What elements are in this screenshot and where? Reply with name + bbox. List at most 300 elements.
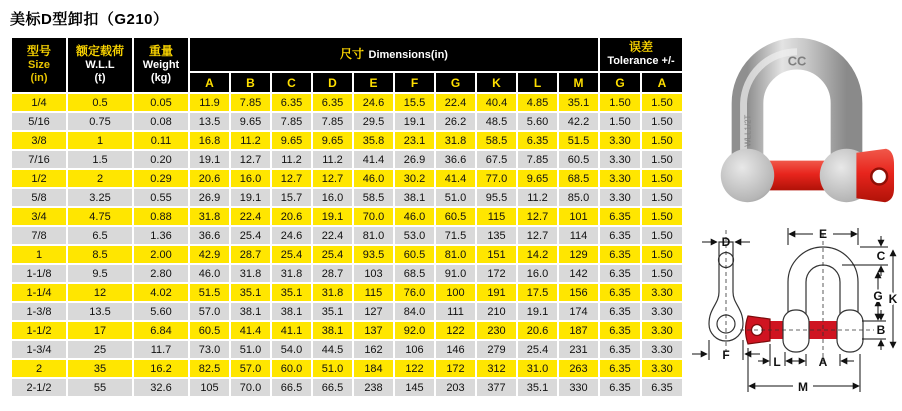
- cell-value: 100: [436, 284, 475, 301]
- cell-value: 6.35: [600, 341, 640, 358]
- cell-value: 6.84: [134, 322, 188, 339]
- cell-value: 57.0: [190, 303, 229, 320]
- col-header-l: L: [518, 73, 557, 92]
- cell-size: 7/16: [12, 151, 66, 168]
- dim-label-a: A: [818, 355, 828, 369]
- cell-value: 13.5: [68, 303, 132, 320]
- cell-value: 5.60: [134, 303, 188, 320]
- cell-value: 3.30: [600, 189, 640, 206]
- cell-value: 54.0: [272, 341, 311, 358]
- cell-value: 3.30: [600, 132, 640, 149]
- cell-size: 1-3/4: [12, 341, 66, 358]
- cell-size: 5/16: [12, 113, 66, 130]
- cell-value: 25.4: [272, 246, 311, 263]
- cell-value: 16.0: [518, 265, 557, 282]
- table-row: [12, 284, 682, 301]
- cell-value: 142: [559, 265, 598, 282]
- table-row: [12, 132, 682, 149]
- cell-value: 330: [559, 379, 598, 396]
- header-wll-zh: 额定载荷: [75, 44, 124, 59]
- front-eye-left: [783, 310, 809, 352]
- cell-value: 51.5: [559, 132, 598, 149]
- table-row: [12, 94, 682, 111]
- cell-value: 11.2: [231, 132, 270, 149]
- cell-value: 67.5: [477, 151, 516, 168]
- cell-value: 31.8: [272, 265, 311, 282]
- table-row: [12, 360, 682, 377]
- cell-value: 85.0: [559, 189, 598, 206]
- cell-value: 60.5: [395, 246, 434, 263]
- cell-value: 17.5: [518, 284, 557, 301]
- cell-value: 7.85: [231, 94, 270, 111]
- cell-value: 53.0: [395, 227, 434, 244]
- cell-value: 101: [559, 208, 598, 225]
- cell-value: 16.8: [190, 132, 229, 149]
- cell-value: 31.8: [313, 284, 352, 301]
- header-weight: [134, 38, 188, 92]
- cell-value: 115: [477, 208, 516, 225]
- cell-value: 9.5: [68, 265, 132, 282]
- header-tolerance: [600, 38, 682, 71]
- cell-value: 1.50: [642, 208, 682, 225]
- cell-value: 12.7: [231, 151, 270, 168]
- cell-value: 16.2: [134, 360, 188, 377]
- cell-size: 1-1/2: [12, 322, 66, 339]
- cell-value: 92.0: [395, 322, 434, 339]
- header-wll-en: W.L.L: [85, 59, 115, 72]
- cell-value: 106: [395, 341, 434, 358]
- cell-value: 115: [354, 284, 393, 301]
- cell-value: 191: [477, 284, 516, 301]
- cell-value: 172: [477, 265, 516, 282]
- cell-value: 25.4: [231, 227, 270, 244]
- cell-value: 1.36: [134, 227, 188, 244]
- cell-value: 91.0: [436, 265, 475, 282]
- dim-label-l: L: [773, 355, 781, 369]
- cell-size: 2-1/2: [12, 379, 66, 396]
- cell-value: 41.1: [272, 322, 311, 339]
- cell-size: 1/2: [12, 170, 66, 187]
- header-tolerance-en: Tolerance +/-: [607, 55, 675, 68]
- cell-value: 1.50: [642, 265, 682, 282]
- cell-size: 5/8: [12, 189, 66, 206]
- cell-value: 2: [68, 170, 132, 187]
- cell-value: 15.5: [395, 94, 434, 111]
- cell-value: 0.75: [68, 113, 132, 130]
- cell-value: 16.0: [313, 189, 352, 206]
- shackle-eye-left: [721, 149, 774, 202]
- cell-value: 2.80: [134, 265, 188, 282]
- cell-size: 3/8: [12, 132, 66, 149]
- dim-label-m: M: [798, 380, 808, 394]
- cell-value: 1.50: [600, 113, 640, 130]
- cell-value: 70.0: [354, 208, 393, 225]
- front-eye-right: [837, 310, 863, 352]
- cell-value: 38.1: [272, 303, 311, 320]
- table-row: [12, 113, 682, 130]
- cell-value: 145: [395, 379, 434, 396]
- cell-value: 11.2: [313, 151, 352, 168]
- cell-value: 137: [354, 322, 393, 339]
- cell-value: 26.9: [395, 151, 434, 168]
- cell-value: 11.2: [272, 151, 311, 168]
- dim-label-d: D: [721, 235, 731, 249]
- cell-value: 4.85: [518, 94, 557, 111]
- cell-value: 184: [354, 360, 393, 377]
- cell-value: 210: [477, 303, 516, 320]
- dim-label-k: K: [888, 292, 898, 306]
- cell-value: 41.4: [231, 322, 270, 339]
- cell-value: 0.88: [134, 208, 188, 225]
- header-dimensions-en: Dimensions(in): [368, 49, 448, 62]
- cell-value: 20.6: [518, 322, 557, 339]
- cell-value: 30.2: [395, 170, 434, 187]
- cell-value: 122: [395, 360, 434, 377]
- header-size: [12, 38, 66, 92]
- cell-value: 6.35: [272, 94, 311, 111]
- cell-value: 12.7: [518, 208, 557, 225]
- cell-value: 1.50: [642, 170, 682, 187]
- table-row: [12, 322, 682, 339]
- cell-value: 44.5: [313, 341, 352, 358]
- cell-value: 22.4: [313, 227, 352, 244]
- dim-label-e: E: [818, 227, 828, 241]
- cell-value: 9.65: [518, 170, 557, 187]
- marking-text: WLL1/2T: [743, 114, 753, 147]
- cell-value: 35.1: [272, 284, 311, 301]
- cell-value: 93.5: [354, 246, 393, 263]
- col-header-c: C: [272, 73, 311, 92]
- cell-value: 68.5: [559, 170, 598, 187]
- cell-value: 42.9: [190, 246, 229, 263]
- cell-value: 11.2: [518, 189, 557, 206]
- cell-value: 25: [68, 341, 132, 358]
- stamp-text: CC: [787, 53, 807, 69]
- cell-value: 172: [436, 360, 475, 377]
- table-row: [12, 151, 682, 168]
- cell-value: 6.35: [600, 246, 640, 263]
- cell-value: 111: [436, 303, 475, 320]
- table-row: [12, 379, 682, 396]
- cell-value: 76.0: [395, 284, 434, 301]
- cell-value: 25.4: [518, 341, 557, 358]
- cell-value: 25.4: [313, 246, 352, 263]
- cell-value: 0.05: [134, 94, 188, 111]
- cell-value: 38.1: [231, 303, 270, 320]
- col-header-k: K: [477, 73, 516, 92]
- cell-value: 41.4: [354, 151, 393, 168]
- cell-value: 12: [68, 284, 132, 301]
- cell-value: 31.8: [231, 265, 270, 282]
- cell-value: 66.5: [313, 379, 352, 396]
- cell-value: 46.0: [354, 170, 393, 187]
- cell-value: 41.4: [436, 170, 475, 187]
- cell-value: 29.5: [354, 113, 393, 130]
- cell-value: 24.6: [272, 227, 311, 244]
- cell-value: 6.35: [600, 227, 640, 244]
- cell-value: 81.0: [354, 227, 393, 244]
- cell-value: 77.0: [477, 170, 516, 187]
- cell-value: 40.4: [477, 94, 516, 111]
- header-size-zh: 型号: [26, 44, 51, 59]
- cell-value: 1.50: [642, 227, 682, 244]
- cell-value: 12.7: [518, 227, 557, 244]
- cell-value: 6.35: [600, 379, 640, 396]
- cell-value: 4.02: [134, 284, 188, 301]
- table-row: [12, 189, 682, 206]
- cell-value: 60.5: [559, 151, 598, 168]
- cell-value: 3.30: [600, 151, 640, 168]
- cell-value: 9.65: [231, 113, 270, 130]
- cell-value: 51.5: [190, 284, 229, 301]
- cell-value: 51.0: [436, 189, 475, 206]
- cell-value: 36.6: [436, 151, 475, 168]
- cell-size: 1-3/8: [12, 303, 66, 320]
- cell-value: 19.1: [313, 208, 352, 225]
- cell-value: 71.5: [436, 227, 475, 244]
- header-tolerance-zh: 误差: [628, 40, 653, 55]
- cell-value: 20.6: [272, 208, 311, 225]
- cell-value: 0.20: [134, 151, 188, 168]
- cell-value: 20.6: [190, 170, 229, 187]
- cell-value: 38.1: [313, 322, 352, 339]
- cell-value: 230: [477, 322, 516, 339]
- cell-value: 6.5: [68, 227, 132, 244]
- col-header-g: G: [436, 73, 475, 92]
- cell-value: 4.75: [68, 208, 132, 225]
- cell-value: 9.65: [272, 132, 311, 149]
- cell-value: 58.5: [354, 189, 393, 206]
- cell-value: 156: [559, 284, 598, 301]
- cell-value: 6.35: [600, 265, 640, 282]
- cell-value: 58.5: [477, 132, 516, 149]
- cell-value: 12.7: [313, 170, 352, 187]
- cell-value: 263: [559, 360, 598, 377]
- cell-value: 26.9: [190, 189, 229, 206]
- table-row: [12, 246, 682, 263]
- cell-value: 7.85: [518, 151, 557, 168]
- cell-value: 377: [477, 379, 516, 396]
- cell-value: 0.5: [68, 94, 132, 111]
- col-header-e: E: [354, 73, 393, 92]
- cell-value: 3.30: [600, 170, 640, 187]
- col-header-f: F: [395, 73, 434, 92]
- header-size-en: Size: [27, 59, 50, 72]
- cell-value: 174: [559, 303, 598, 320]
- cell-value: 60.5: [436, 208, 475, 225]
- header-dimensions-zh: 尺寸: [340, 47, 365, 62]
- cell-value: 22.4: [436, 94, 475, 111]
- cell-value: 60.5: [190, 322, 229, 339]
- cell-value: 9.65: [313, 132, 352, 149]
- cell-value: 32.6: [134, 379, 188, 396]
- cell-value: 35.1: [231, 284, 270, 301]
- cell-value: 51.0: [231, 341, 270, 358]
- cell-value: 60.0: [272, 360, 311, 377]
- cell-value: 6.35: [600, 208, 640, 225]
- cell-value: 19.1: [190, 151, 229, 168]
- cell-value: 51.0: [313, 360, 352, 377]
- col-header-a: A: [190, 73, 229, 92]
- cell-value: 122: [436, 322, 475, 339]
- cell-value: 7.85: [313, 113, 352, 130]
- cell-value: 1.50: [600, 94, 640, 111]
- cell-size: 2: [12, 360, 66, 377]
- cell-value: 48.5: [477, 113, 516, 130]
- cell-value: 238: [354, 379, 393, 396]
- cell-value: 0.11: [134, 132, 188, 149]
- page-title: 美标D型卸扣（G210）: [10, 11, 169, 28]
- cell-value: 3.30: [642, 360, 682, 377]
- cell-value: 73.0: [190, 341, 229, 358]
- cell-value: 1.50: [642, 151, 682, 168]
- cell-value: 2.00: [134, 246, 188, 263]
- table-row: [12, 227, 682, 244]
- header-size-unit: (in): [30, 71, 48, 84]
- cell-value: 19.1: [395, 113, 434, 130]
- col-header-d: D: [313, 73, 352, 92]
- cell-value: 24.6: [354, 94, 393, 111]
- cell-value: 42.2: [559, 113, 598, 130]
- cell-size: 1/4: [12, 94, 66, 111]
- cell-value: 66.5: [272, 379, 311, 396]
- col-header-g-tol: G: [600, 73, 640, 92]
- cell-size: 1-1/4: [12, 284, 66, 301]
- header-weight-en: Weight: [142, 59, 180, 72]
- cell-value: 1.50: [642, 246, 682, 263]
- cell-value: 68.5: [395, 265, 434, 282]
- cell-value: 31.8: [190, 208, 229, 225]
- cell-value: 35.1: [518, 379, 557, 396]
- cell-value: 81.0: [436, 246, 475, 263]
- cell-value: 162: [354, 341, 393, 358]
- cell-value: 82.5: [190, 360, 229, 377]
- dim-label-c: C: [876, 249, 886, 263]
- cell-value: 0.08: [134, 113, 188, 130]
- cell-value: 103: [354, 265, 393, 282]
- cell-value: 6.35: [600, 322, 640, 339]
- header-wll-unit: (t): [94, 71, 106, 84]
- table-row: [12, 303, 682, 320]
- cell-value: 19.1: [518, 303, 557, 320]
- cell-value: 57.0: [231, 360, 270, 377]
- cell-value: 55: [68, 379, 132, 396]
- cell-value: 11.9: [190, 94, 229, 111]
- col-header-b: B: [231, 73, 270, 92]
- table-row: [12, 170, 682, 187]
- cell-value: 35.1: [313, 303, 352, 320]
- cell-value: 6.35: [600, 303, 640, 320]
- cell-value: 6.35: [313, 94, 352, 111]
- cell-value: 95.5: [477, 189, 516, 206]
- cell-value: 31.8: [436, 132, 475, 149]
- cell-value: 46.0: [395, 208, 434, 225]
- cell-value: 187: [559, 322, 598, 339]
- cell-value: 8.5: [68, 246, 132, 263]
- cell-value: 1.50: [642, 94, 682, 111]
- cell-value: 6.35: [518, 132, 557, 149]
- side-view-outline: [709, 242, 743, 341]
- cell-value: 23.1: [395, 132, 434, 149]
- cell-value: 19.1: [231, 189, 270, 206]
- cell-value: 28.7: [231, 246, 270, 263]
- cell-value: 3.30: [642, 322, 682, 339]
- cell-value: 7.85: [272, 113, 311, 130]
- header-weight-unit: (kg): [150, 71, 172, 84]
- cell-value: 3.30: [642, 303, 682, 320]
- cell-value: 35.8: [354, 132, 393, 149]
- col-header-m: M: [559, 73, 598, 92]
- dim-label-f: F: [722, 348, 730, 362]
- cell-value: 31.0: [518, 360, 557, 377]
- dimension-diagram: [688, 220, 900, 408]
- cell-value: 3.25: [68, 189, 132, 206]
- cell-size: 1: [12, 246, 66, 263]
- cell-value: 146: [436, 341, 475, 358]
- cell-value: 1.50: [642, 189, 682, 206]
- cell-value: 0.55: [134, 189, 188, 206]
- cell-value: 0.29: [134, 170, 188, 187]
- cell-value: 3.30: [642, 284, 682, 301]
- header-dimensions: [190, 38, 598, 71]
- cell-value: 11.7: [134, 341, 188, 358]
- cell-value: 1: [68, 132, 132, 149]
- cell-value: 70.0: [231, 379, 270, 396]
- cell-value: 16.0: [231, 170, 270, 187]
- cell-value: 3.30: [642, 341, 682, 358]
- cell-value: 13.5: [190, 113, 229, 130]
- cell-size: 1-1/8: [12, 265, 66, 282]
- cell-size: 7/8: [12, 227, 66, 244]
- dim-label-b: B: [876, 323, 886, 337]
- cell-value: 231: [559, 341, 598, 358]
- cell-value: 135: [477, 227, 516, 244]
- cell-value: 1.5: [68, 151, 132, 168]
- header-weight-zh: 重量: [148, 44, 173, 59]
- cell-value: 1.50: [642, 113, 682, 130]
- cell-value: 22.4: [231, 208, 270, 225]
- cell-value: 279: [477, 341, 516, 358]
- table-body: [12, 94, 682, 396]
- table-row: [12, 208, 682, 225]
- cell-value: 17: [68, 322, 132, 339]
- table-row: [12, 265, 682, 282]
- cell-value: 6.35: [600, 360, 640, 377]
- dim-label-g: G: [873, 289, 883, 303]
- table-row: [12, 341, 682, 358]
- col-header-a-tol: A: [642, 73, 682, 92]
- cell-value: 203: [436, 379, 475, 396]
- cell-value: 84.0: [395, 303, 434, 320]
- cell-value: 14.2: [518, 246, 557, 263]
- cell-size: 3/4: [12, 208, 66, 225]
- cell-value: 151: [477, 246, 516, 263]
- cell-value: 105: [190, 379, 229, 396]
- cell-value: 312: [477, 360, 516, 377]
- cell-value: 6.35: [642, 379, 682, 396]
- spec-table: [10, 36, 684, 398]
- shackle-photo: [698, 26, 896, 224]
- header-row-main: [12, 38, 682, 71]
- pin-head-hole: [871, 169, 887, 185]
- cell-value: 26.2: [436, 113, 475, 130]
- cell-value: 38.1: [395, 189, 434, 206]
- header-wll: [68, 38, 132, 92]
- cell-value: 114: [559, 227, 598, 244]
- cell-value: 35.1: [559, 94, 598, 111]
- cell-value: 129: [559, 246, 598, 263]
- cell-value: 46.0: [190, 265, 229, 282]
